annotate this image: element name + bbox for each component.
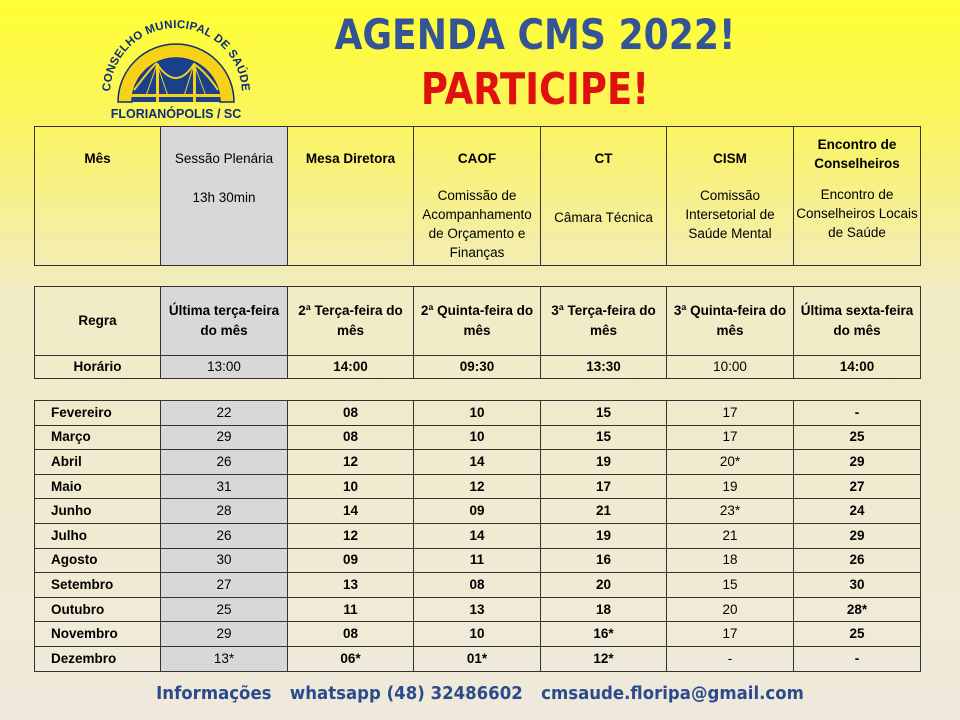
month-row (35, 450, 921, 475)
month-value-cell: 30 (161, 548, 288, 573)
month-value-cell: 21 (541, 499, 667, 524)
month-value-cell: 17 (667, 622, 794, 647)
header-meeting-desc: Encontro de Conselheiros Locais de Saúde (796, 187, 918, 240)
footer-label: Informações (156, 683, 272, 704)
month-value-cell: 21 (667, 523, 794, 548)
header-cell-ct (541, 127, 667, 266)
month-value-cell: 15 (667, 573, 794, 598)
month-value-cell: 14 (288, 499, 414, 524)
month-value-cell: 26 (161, 523, 288, 548)
header-cism-label: CISM (713, 151, 747, 166)
month-value-cell: 18 (541, 597, 667, 622)
month-value-cell: 10 (414, 401, 541, 426)
month-value-cell: 13* (161, 646, 288, 671)
month-value-cell: 14 (414, 450, 541, 475)
month-row (35, 401, 921, 426)
month-value-cell: 08 (288, 401, 414, 426)
time-label: Horário (35, 356, 161, 379)
month-value-cell: 10 (414, 622, 541, 647)
time-cell: 10:00 (667, 356, 794, 379)
time-cell: 14:00 (288, 356, 414, 379)
month-value-cell: 12* (541, 646, 667, 671)
month-value-cell: 31 (161, 474, 288, 499)
month-value-cell: 08 (414, 573, 541, 598)
time-cell: 13:00 (161, 356, 288, 379)
footer-email[interactable]: cmsaude.floripa@gmail.com (541, 683, 804, 704)
month-value-cell: 19 (667, 474, 794, 499)
month-value-cell: 12 (414, 474, 541, 499)
month-name: Outubro (35, 597, 161, 622)
month-name: Setembro (35, 573, 161, 598)
month-value-cell: 12 (288, 523, 414, 548)
month-value-cell: 10 (288, 474, 414, 499)
month-name: Abril (35, 450, 161, 475)
month-row (35, 548, 921, 573)
month-row (35, 523, 921, 548)
logo-arc-text: CONSELHO MUNICIPAL DE SAÚDE (100, 18, 252, 92)
header-ct-label: CT (594, 151, 613, 166)
header-ct-desc: Câmara Técnica (554, 210, 653, 225)
month-row (35, 499, 921, 524)
time-cell: 13:30 (541, 356, 667, 379)
month-name: Maio (35, 474, 161, 499)
month-value-cell: 20 (541, 573, 667, 598)
page-subtitle: PARTICIPE! (420, 64, 650, 115)
month-row (35, 646, 921, 671)
month-value-cell: 11 (288, 597, 414, 622)
month-value-cell: 10 (414, 425, 541, 450)
cms-logo (96, 10, 256, 122)
month-value-cell: - (794, 646, 921, 671)
month-value-cell: 20 (667, 597, 794, 622)
time-cell: 09:30 (414, 356, 541, 379)
header-caof-desc: Comissão de Acompanhamento de Orçamento e Finanças (422, 188, 532, 260)
month-value-cell: 09 (414, 499, 541, 524)
month-value-cell: 20* (667, 450, 794, 475)
header-cell-plenary (161, 127, 288, 266)
month-value-cell: 26 (161, 450, 288, 475)
month-value-cell: 23* (667, 499, 794, 524)
month-name: Fevereiro (35, 401, 161, 426)
month-value-cell: 25 (161, 597, 288, 622)
header-meeting-label: Encontro de Conselheiros (814, 137, 900, 171)
month-value-cell: 29 (161, 425, 288, 450)
month-value-cell: 13 (414, 597, 541, 622)
month-name: Agosto (35, 548, 161, 573)
month-value-cell: 15 (541, 401, 667, 426)
header-cell-meeting (794, 127, 921, 266)
month-name: Março (35, 425, 161, 450)
month-row (35, 622, 921, 647)
header-table (34, 126, 921, 266)
month-value-cell: 27 (161, 573, 288, 598)
month-value-cell: 16* (541, 622, 667, 647)
month-value-cell: - (794, 401, 921, 426)
month-value-cell: 14 (414, 523, 541, 548)
month-value-cell: 16 (541, 548, 667, 573)
month-value-cell: 28 (161, 499, 288, 524)
header-plenary-time: 13h 30min (192, 190, 256, 205)
rule-cell: 3ª Quinta-feira do mês (667, 287, 794, 356)
month-value-cell: 15 (541, 425, 667, 450)
month-value-cell: 22 (161, 401, 288, 426)
header-cell-cism (667, 127, 794, 266)
month-value-cell: 27 (794, 474, 921, 499)
month-name: Julho (35, 523, 161, 548)
rule-cell: 2ª Terça-feira do mês (288, 287, 414, 356)
month-name: Junho (35, 499, 161, 524)
month-value-cell: 29 (794, 523, 921, 548)
month-value-cell: 08 (288, 425, 414, 450)
month-value-cell: 26 (794, 548, 921, 573)
month-value-cell: - (667, 646, 794, 671)
header-cism-desc: Comissão Intersetorial de Saúde Mental (685, 188, 775, 241)
logo-bridge-emblem (96, 10, 256, 122)
month-value-cell: 06* (288, 646, 414, 671)
month-value-cell: 13 (288, 573, 414, 598)
month-value-cell: 29 (161, 622, 288, 647)
header-board-label: Mesa Diretora (305, 151, 396, 166)
month-value-cell: 30 (794, 573, 921, 598)
month-row (35, 425, 921, 450)
month-value-cell: 24 (794, 499, 921, 524)
time-cell: 14:00 (794, 356, 921, 379)
month-value-cell: 12 (288, 450, 414, 475)
month-value-cell: 29 (794, 450, 921, 475)
month-value-cell: 11 (414, 548, 541, 573)
months-table (34, 400, 921, 672)
header-cell-caof (414, 127, 541, 266)
month-value-cell: 19 (541, 523, 667, 548)
contact-footer (38, 683, 921, 704)
month-value-cell: 17 (541, 474, 667, 499)
rule-cell: 3ª Terça-feira do mês (541, 287, 667, 356)
page-title: AGENDA CMS 2022! (334, 10, 736, 59)
footer-whatsapp: whatsapp (48) 32486602 (289, 683, 523, 704)
month-value-cell: 17 (667, 425, 794, 450)
month-name: Dezembro (35, 646, 161, 671)
rule-cell: Última sexta-feira do mês (794, 287, 921, 356)
header-caof-label: CAOF (457, 151, 497, 166)
time-row (35, 356, 921, 379)
month-value-cell: 25 (794, 425, 921, 450)
month-value-cell: 01* (414, 646, 541, 671)
month-row (35, 573, 921, 598)
month-value-cell: 28* (794, 597, 921, 622)
month-value-cell: 08 (288, 622, 414, 647)
month-value-cell: 09 (288, 548, 414, 573)
month-row (35, 474, 921, 499)
header-cell-month (35, 127, 161, 266)
logo-bottom-text: FLORIANÓPOLIS / SC (110, 107, 242, 121)
month-row (35, 597, 921, 622)
month-value-cell: 19 (541, 450, 667, 475)
month-value-cell: 25 (794, 622, 921, 647)
header-cell-board (288, 127, 414, 266)
month-value-cell: 18 (667, 548, 794, 573)
rule-cell: Última terça-feira do mês (161, 287, 288, 356)
month-name: Novembro (35, 622, 161, 647)
rule-table (34, 286, 921, 379)
month-value-cell: 17 (667, 401, 794, 426)
rule-label: Regra (35, 287, 161, 356)
header-plenary-label: Sessão Plenária (174, 151, 274, 166)
rule-cell: 2ª Quinta-feira do mês (414, 287, 541, 356)
rule-row (35, 287, 921, 356)
header-month-label: Mês (84, 151, 111, 166)
